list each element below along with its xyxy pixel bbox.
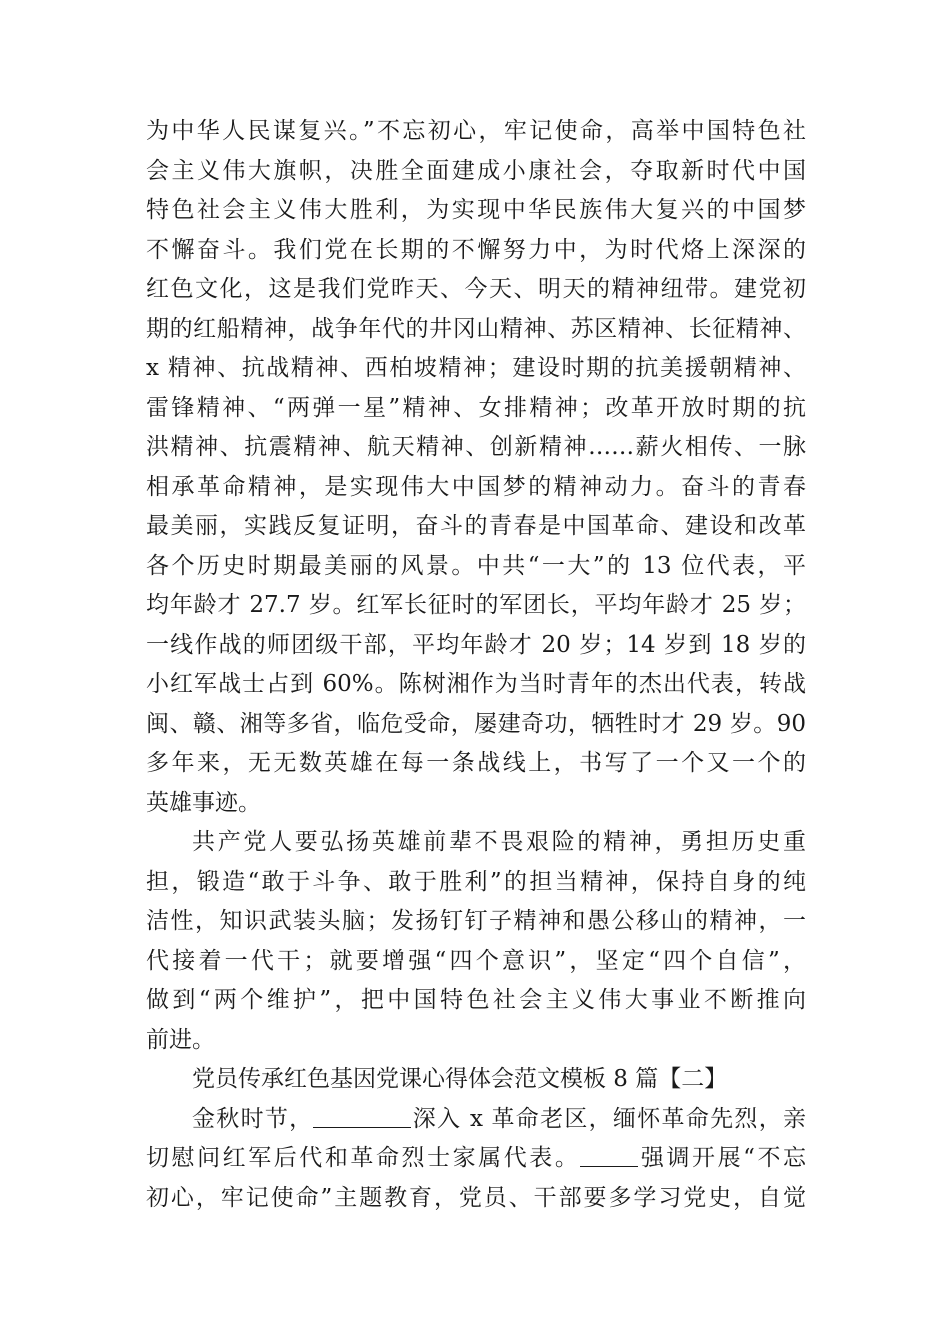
paragraph-3 [146,1100,806,1219]
text-line: 担，锻造“敢于斗争、敢于胜利”的担当精神，保持自身的纯 [146,868,806,895]
text-line: 英雄事迹。 [146,789,261,816]
text-line: 相承革命精神，是实现伟大中国梦的精神动力。奋斗的青春 [146,473,806,500]
text-line: 不懈奋斗。我们党在长期的不懈努力中，为时代烙上深深的 [146,236,806,263]
text-line: 小红军战士占到 60%。陈树湘作为当时青年的杰出代表，转战 [146,671,806,697]
text-segment: 强调开展“不忘 [638,1145,806,1171]
text-line: 各个历史时期最美丽的风景。中共“一大”的 13 位代表，平 [146,552,806,579]
text-line: 闽、赣、湘等多省，临危受命，屡建奇功，牺牲时才 29 岁。90 [146,710,806,737]
text-line: 一线作战的师团级干部，平均年龄才 20 岁；14 岁到 18 岁的 [146,631,806,658]
text-segment: 切慰问红军后代和革命烈士家属代表。 [146,1145,581,1171]
section-heading: 党员传承红色基因党课心得体会范文模板 8 篇【二】 [192,1066,728,1092]
text-line: 为中华人民谋复兴。”不忘初心，牢记使命，高举中国特色社 [146,118,806,144]
text-line: 期的红船精神，战争年代的井冈山精神、苏区精神、长征精神、 [146,315,806,342]
text-line: 共产党人要弘扬英雄前辈不畏艰险的精神，勇担历史重 [192,829,806,855]
text-line: 均年龄才 27.7 岁。红军长征时的军团长，平均年龄才 25 岁； [146,592,806,618]
paragraph-2 [146,823,806,1060]
document-body [146,112,806,1218]
text-line [146,1100,806,1140]
text-line: 特色社会主义伟大胜利，为实现中华民族伟大复兴的中国梦 [146,197,806,223]
text-line: 做到“两个维护”，把中国特色社会主义伟大事业不断推向 [146,987,806,1013]
text-line [146,1139,806,1179]
text-line: 洪精神、抗震精神、航天精神、创新精神……薪火相传、一脉 [146,434,806,460]
text-line: 洁性，知识武装头脑；发扬钉钉子精神和愚公移山的精神，一 [146,908,806,934]
paragraph-1 [146,112,806,823]
text-line: 代接着一代干；就要增强“四个意识”，坚定“四个自信”， [146,947,806,974]
text-line: 前进。 [146,1026,215,1053]
text-segment: 金秋时节， [192,1105,314,1132]
text-line: 最美丽，实践反复证明，奋斗的青春是中国革命、建设和改革 [146,513,806,539]
text-line: 多年来，无无数英雄在每一条战线上，书写了一个又一个的 [146,750,806,776]
fill-in-blank [580,1144,638,1167]
text-line: x 精神、抗战精神、西柏坡精神；建设时期的抗美援朝精神、 [146,355,806,381]
text-line: 初心，牢记使命”主题教育，党员、干部要多学习党史，自觉 [146,1184,806,1211]
text-segment: 深入 x 革命老区，缅怀革命先烈，亲 [411,1105,807,1132]
text-line: 会主义伟大旗帜，决胜全面建成小康社会，夺取新时代中国 [146,157,806,184]
text-line: 红色文化，这是我们党昨天、今天、明天的精神纽带。建党初 [146,276,806,302]
fill-in-blank [313,1105,411,1128]
text-line: 雷锋精神、“两弹一星”精神、女排精神；改革开放时期的抗 [146,394,806,421]
